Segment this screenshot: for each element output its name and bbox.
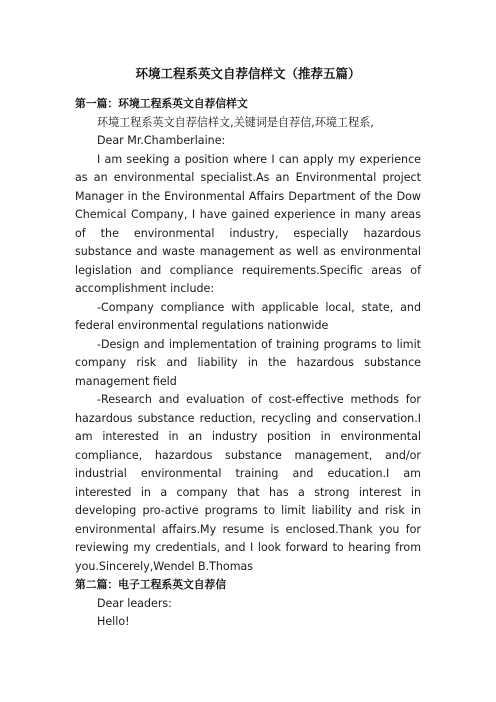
body-paragraph-intro: I am seeking a position where I can apply my experience as an environmental specialist.As an Environmental project Manager in the Environmental Affairs Department of the Dow Chemical Company, I have gained experience in many areas of the environmental industry, especially hazardous substance and waste management as well as environmental legislation and compliance requirements.Specific areas of accomplishment include: <box>75 152 421 295</box>
document-body <box>75 95 421 632</box>
section-heading-1: 第一篇：环境工程系英文自荐信样文 <box>75 97 248 110</box>
salutation-2: Dear leaders: <box>97 596 172 610</box>
salutation: Dear Mr.Chamberlaine: <box>97 134 226 147</box>
list-item-training: -Design and implementation of training programs to limit company risk and liability in the hazardous substance management field <box>75 337 421 388</box>
keywords-line: 环境工程系英文自荐信样文,关键词是自荐信,环境工程系, <box>97 115 374 129</box>
document-title: 环境工程系英文自荐信样文（推荐五篇） <box>135 66 361 81</box>
section-heading-2: 第二篇：电子工程系英文自荐信 <box>75 578 227 591</box>
list-item-research: -Research and evaluation of cost-effective methods for hazardous substance reduction, recycling and conservation.I am interested in an industry position in environmental compliance, hazardous substance management, and/or industrial environmental training and education.I am interested in a company that has a strong interest in developing pro-active programs to limit liability and risk in environmental affairs.My resume is enclosed.Thank you for reviewing my credentials, and I look forward to hearing from you.Sincerely,Wendel B.Thomas <box>75 393 421 573</box>
greeting: Hello! <box>97 615 130 628</box>
list-item-compliance: -Company compliance with applicable local, state, and federal environmental regulations nationwide <box>75 300 421 332</box>
